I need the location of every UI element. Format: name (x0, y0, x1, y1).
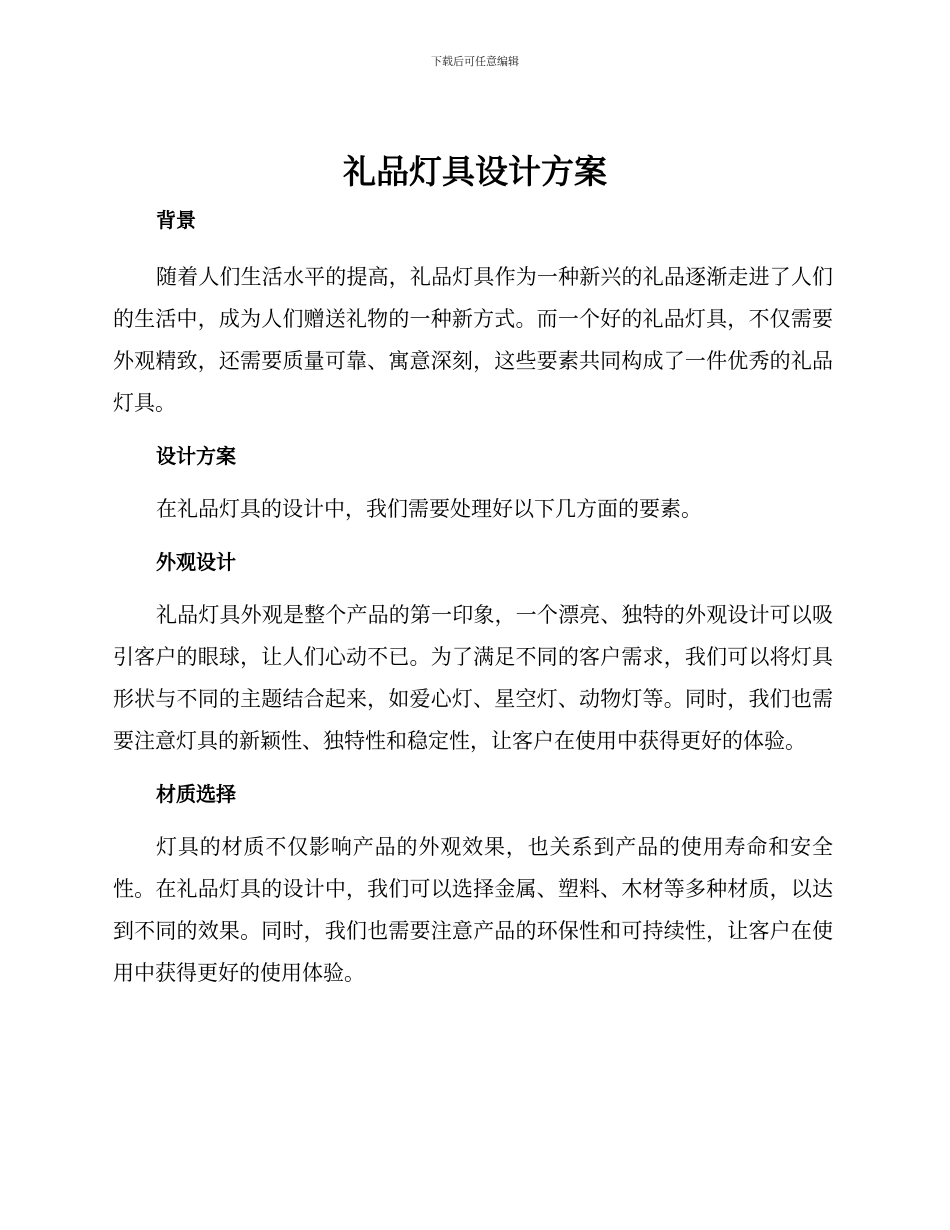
section-paragraph-background: 随着人们生活水平的提高，礼品灯具作为一种新兴的礼品逐渐走进了人们的生活中，成为人们赠送礼物的一种新方式。而一个好的礼品灯具，不仅需要外观精致，还需要质量可靠、寓意深刻，这些要素共同构成了一件优秀的礼品灯具。 (113, 265, 833, 415)
section-paragraph-appearance: 礼品灯具外观是整个产品的第一印象，一个漂亮、独特的外观设计可以吸引客户的眼球，让人们心动不已。为了满足不同的客户需求，我们可以将灯具形状与不同的主题结合起来，如爱心灯、星空灯、动物灯等。同时，我们也需要注意灯具的新颖性、独特性和稳定性，让客户在使用中获得更好的体验。 (113, 603, 833, 753)
section-paragraph-design-plan: 在礼品灯具的设计中，我们需要处理好以下几方面的要素。 (156, 497, 702, 521)
section-paragraph-materials: 灯具的材质不仅影响产品的外观效果，也关系到产品的使用寿命和安全性。在礼品灯具的设计中，我们可以选择金属、塑料、木材等多种材质，以达到不同的效果。同时，我们也需要注意产品的环保性和可持续性，让客户在使用中获得更好的使用体验。 (113, 835, 833, 985)
document-body (113, 200, 833, 994)
section-heading-design-plan: 设计方案 (156, 444, 236, 468)
header-note: 下载后可任意编辑 (431, 55, 519, 68)
document-title: 礼品灯具设计方案 (343, 152, 607, 191)
section-heading-appearance: 外观设计 (156, 550, 236, 574)
section-heading-materials: 材质选择 (156, 782, 236, 806)
section-heading-background: 背景 (156, 208, 196, 232)
